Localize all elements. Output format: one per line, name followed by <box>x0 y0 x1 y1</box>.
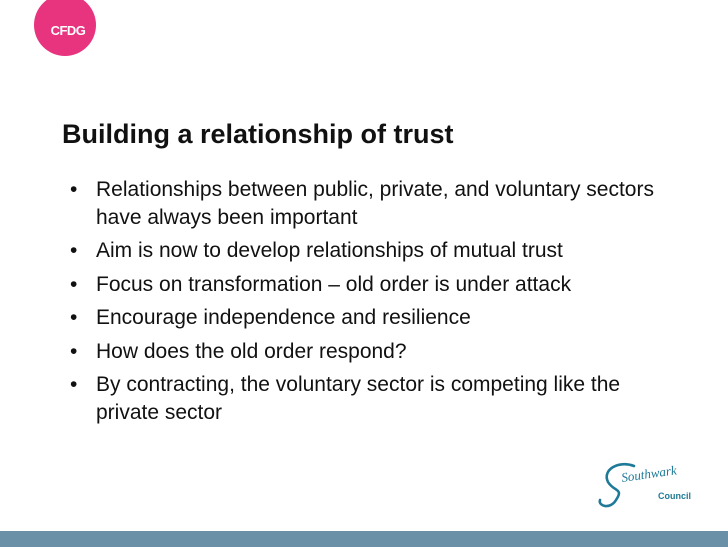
cfdg-logo <box>34 0 96 56</box>
bullet-list <box>70 176 670 432</box>
slide-title: Building a relationship of trust <box>62 119 454 149</box>
cfdg-logo-text: CFDG <box>50 22 86 38</box>
southwark-wordmark: Southwark <box>620 462 678 485</box>
bullet-item: • Focus on transformation – old order is under attack <box>70 271 670 299</box>
bullet-item: • How does the old order respond? <box>70 338 670 366</box>
southwark-council-label: Council <box>658 491 691 501</box>
bullet-item: • Relationships between public, private, and voluntary sectors have always been important <box>70 176 670 231</box>
bullet-item: • By contracting, the voluntary sector is competing like the private sector <box>70 371 670 426</box>
bullet-item: • Aim is now to develop relationships of mutual trust <box>70 237 670 265</box>
bullet-item: • Encourage independence and resilience <box>70 304 670 332</box>
southwark-council-logo <box>594 460 704 516</box>
footer-bar <box>0 531 728 547</box>
